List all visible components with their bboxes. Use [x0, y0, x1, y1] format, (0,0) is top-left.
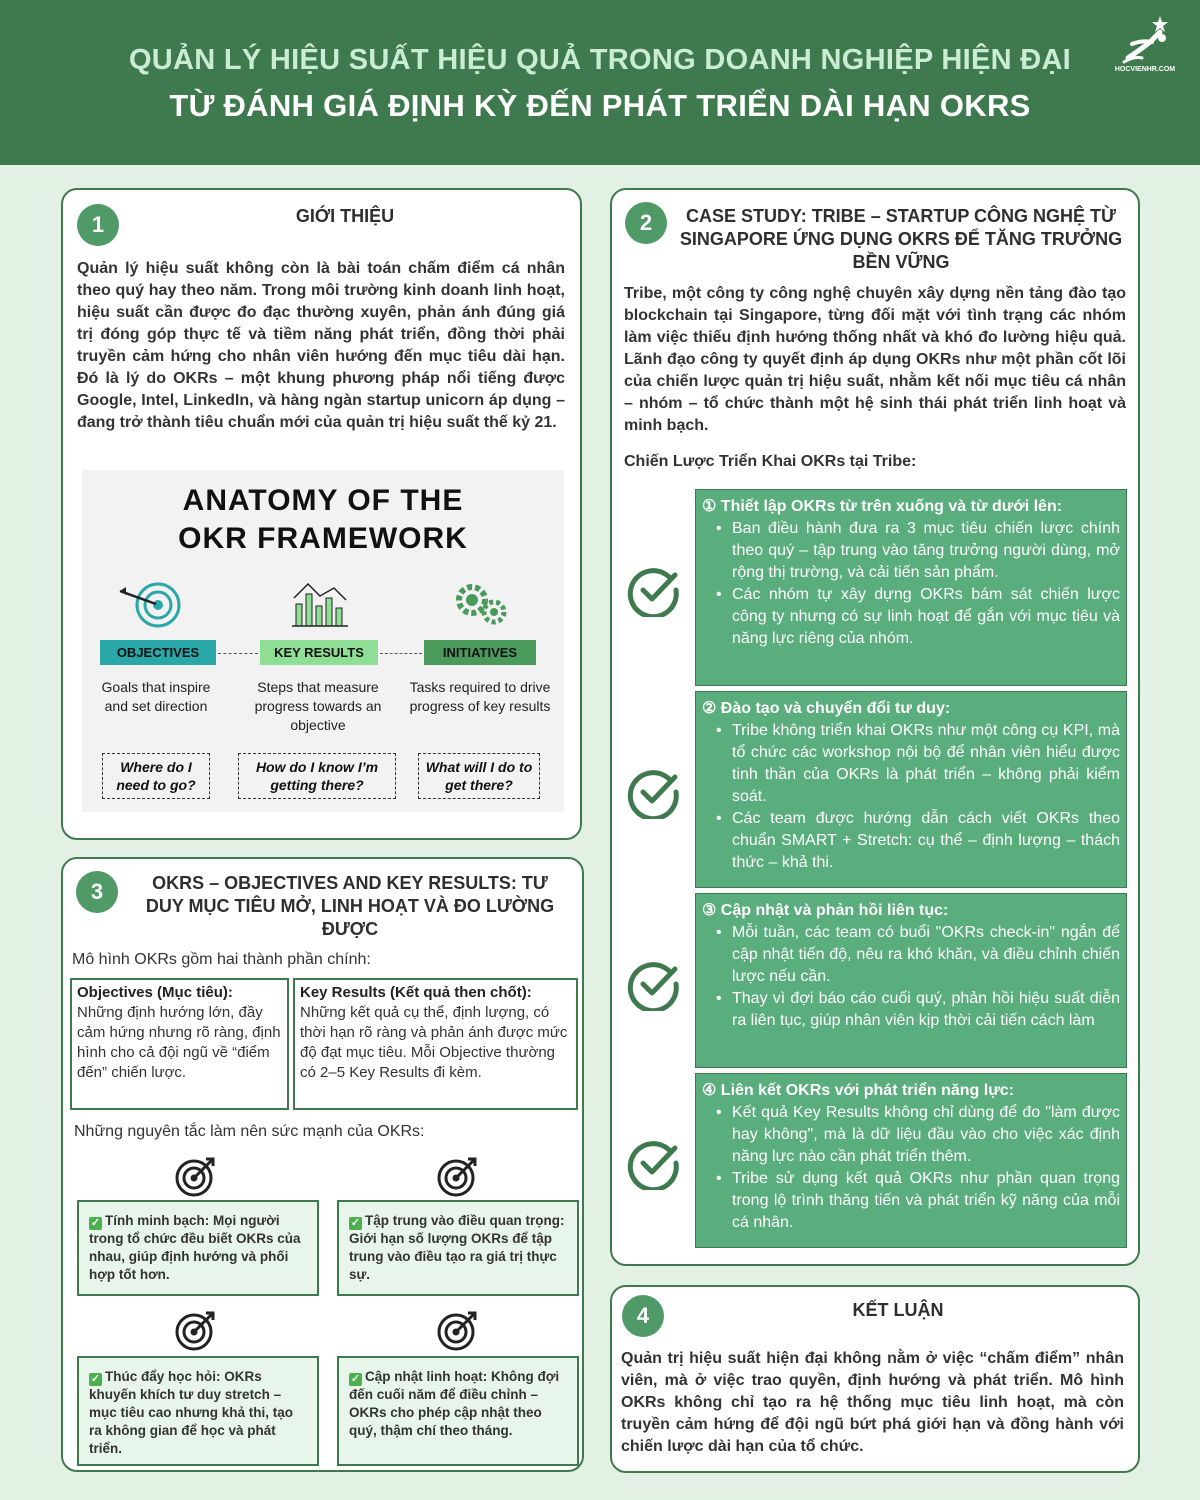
header-banner — [0, 0, 1200, 165]
strategy-box-1 — [695, 489, 1127, 686]
section-number-2: 2 — [625, 202, 667, 244]
logo-text: HOCVIENHR.COM — [1114, 66, 1176, 73]
check-circle-icon — [627, 957, 681, 1011]
keyresults-definition-title: Key Results (Kết quả then chốt): — [300, 984, 532, 1001]
target-arrow-icon — [436, 1309, 482, 1351]
strategy-bullet: • Ban điều hành đưa ra 3 mục tiêu chiến lược chính theo quý – tập trung vào tăng trưởng người dùng, mở rộng thị trường, và cải tiến sản phẩm. — [732, 518, 1120, 584]
principle-box — [77, 1200, 319, 1296]
desc-key-results: Steps that measure progress towards an objective — [254, 679, 382, 733]
page-title-line1: QUẢN LÝ HIỆU SUẤT HIỆU QUẢ TRONG DOANH NGHIỆP HIỆN ĐẠI — [128, 44, 1072, 76]
strategy-box-2 — [695, 691, 1127, 888]
strategy-bullets — [732, 518, 1120, 650]
target-icon — [112, 575, 184, 630]
objectives-definition-title: Objectives (Mục tiêu): — [77, 984, 233, 1001]
objectives-definition-body: Những định hướng lớn, đầy cảm hứng nhưng rõ ràng, định hình cho cả đội ngũ về “điểm đến” chiến lược. — [77, 1004, 281, 1081]
principle-box — [337, 1356, 579, 1466]
page-title-line2: TỪ ĐÁNH GIÁ ĐỊNH KỲ ĐẾN PHÁT TRIỂN DÀI HẠN OKRS — [169, 88, 1031, 123]
bar-chart-icon — [290, 578, 350, 630]
principle-text: Tập trung vào điều quan trọng: Giới hạn số lượng OKRs để tập trung vào điều tạo ra giá trị thực sự. — [349, 1213, 565, 1282]
question-initiatives: What will I do to get there? — [418, 753, 540, 799]
strategy-bullet: • Các team được hướng dẫn cách viết OKRs theo chuẩn SMART + Stretch: cụ thể – định lượng – thách thức – khả thi. — [732, 808, 1120, 874]
strategy-bullets — [732, 922, 1120, 1032]
principle-text: Thúc đẩy học hỏi: OKRs khuyến khích tư duy stretch – mục tiêu cao nhưng khả thi, tạo ra không gian để học và phát triển. — [89, 1369, 294, 1456]
pill-objectives: OBJECTIVES — [100, 640, 216, 665]
target-arrow-icon — [174, 1155, 220, 1197]
strategy-title: ④ Liên kết OKRs với phát triển năng lực: — [702, 1082, 1015, 1099]
section-conclusion-title: KẾT LUẬN — [852, 1300, 944, 1320]
target-arrow-icon — [436, 1155, 482, 1197]
section-number-1: 1 — [77, 204, 119, 246]
strategy-bullet: • Thay vì đợi báo cáo cuối quý, phản hồi hiệu suất diễn ra liên tục, giúp nhân viên kịp thời cải tiến cách làm — [732, 988, 1120, 1032]
section-case-study-title: CASE STUDY: TRIBE – STARTUP CÔNG NGHỆ TỪ SINGAPORE ỨNG DỤNG OKRS ĐỂ TĂNG TRƯỞNG BỀN VỮNG — [679, 206, 1123, 272]
principles-heading: Những nguyên tắc làm nên sức mạnh của OKRs: — [74, 1123, 425, 1140]
check-box-icon: ✓ — [90, 1217, 101, 1229]
question-key-results: How do I know I’m getting there? — [238, 753, 396, 799]
strategy-box-3 — [695, 893, 1127, 1068]
objectives-definition-box — [70, 978, 289, 1110]
pill-key-results: KEY RESULTS — [260, 640, 378, 665]
strategy-bullet: • Tribe không triển khai OKRs như một công cụ KPI, mà tổ chức các workshop nội bộ để nhân viên hiểu được tinh thần của OKRs là phát triển – không phải kiểm soát. — [732, 720, 1120, 808]
section-intro-title: GIỚI THIỆU — [295, 206, 395, 226]
anatomy-title-line2: OKR FRAMEWORK — [178, 522, 468, 555]
conclusion-body: Quản trị hiệu suất hiện đại không nằm ở việc “chấm điểm” nhân viên, mà ở việc trao quyền, định hướng và phát triển. Mô hình OKRs không chỉ tạo ra hệ thống mục tiêu linh hoạt, mà còn truyền cảm hứng để đội ngũ bứt phá giới hạn và đồng hành với chiến lược dài hạn của tổ chức. — [621, 1350, 1124, 1455]
strategy-bullet: • Tribe sử dụng kết quả OKRs như phần quan trọng trong lộ trình thăng tiến và phát triển kỹ năng của mỗi cá nhân. — [732, 1168, 1120, 1234]
anatomy-title — [82, 482, 564, 558]
strategy-bullet: • Các nhóm tự xây dựng OKRs bám sát chiến lược công ty nhưng có sự linh hoạt để gắn với mục tiêu và năng lực riêng của nhóm. — [732, 584, 1120, 650]
strategy-bullets — [732, 1102, 1120, 1234]
question-objectives: Where do I need to go? — [102, 753, 210, 799]
strategy-bullet: • Kết quả Key Results không chỉ dùng để đo "làm được hay không", mà là dữ liệu đầu vào cho việc xác định năng lực nào cần phát triển thêm. — [732, 1102, 1120, 1168]
okrs-intro: Mô hình OKRs gồm hai thành phần chính: — [72, 951, 371, 968]
strategy-title: ③ Cập nhật và phản hồi liên tục: — [702, 902, 949, 919]
keyresults-definition-body: Những kết quả cụ thể, định lượng, có thời hạn rõ ràng và phản ánh được mức độ đạt mục tiêu. Mỗi Objective thường có 2–5 Key Results đi kèm. — [300, 1004, 568, 1081]
strategy-box-4 — [695, 1073, 1127, 1248]
pill-initiatives: INITIATIVES — [424, 640, 536, 665]
strategy-title: ② Đào tạo và chuyển đổi tư duy: — [702, 700, 951, 717]
section-intro-body: Quản lý hiệu suất không còn là bài toán chấm điểm cá nhân theo quý hay theo năm. Trong môi trường kinh doanh linh hoạt, hiệu suất cần được đo đạc thường xuyên, phản ánh đúng giá trị đóng góp thực tế và tiềm năng phát triển, đồng thời phải truyền cảm hứng cho nhân viên hướng đến mục tiêu dài hạn. Đó là lý do OKRs – một khung phương pháp nổi tiếng được Google, Intel, LinkedIn, và hàng ngàn startup unicorn áp dụng – đang trở thành tiêu chuẩn mới của quản trị hiệu suất thế kỷ 21. — [77, 260, 565, 431]
gears-icon — [450, 578, 510, 630]
principle-text: Tính minh bạch: Mọi người trong tổ chức đều biết OKRs của nhau, giúp định hướng và phối hợp tốt hơn. — [89, 1213, 301, 1282]
anatomy-title-line1: ANATOMY OF THE — [182, 484, 464, 517]
strategy-bullet: • Mỗi tuần, các team có buổi "OKRs check-in" ngắn để cập nhật tiến độ, nêu ra khó khăn, và điều chỉnh chiến lược nếu cần. — [732, 922, 1120, 988]
desc-objectives: Goals that inspire and set direction — [101, 679, 211, 714]
check-circle-icon — [627, 765, 681, 819]
dash-connector — [218, 653, 258, 654]
target-arrow-icon — [174, 1309, 220, 1351]
strategy-title: ① Thiết lập OKRs từ trên xuống và từ dưới lên: — [702, 498, 1063, 515]
section-okrs-title: OKRS – OBJECTIVES AND KEY RESULTS: TƯ DUY MỤC TIÊU MỞ, LINH HOẠT VÀ ĐO LƯỜNG ĐƯỢC — [145, 873, 555, 939]
okr-anatomy-figure — [82, 470, 564, 812]
check-circle-icon — [627, 1136, 681, 1190]
runner-star-icon — [1110, 14, 1180, 66]
dash-connector — [380, 653, 422, 654]
strategy-heading: Chiến Lược Triển Khai OKRs tại Tribe: — [624, 453, 917, 470]
principle-box — [337, 1200, 579, 1296]
desc-initiatives: Tasks required to drive progress of key results — [409, 679, 551, 714]
logo — [1110, 14, 1180, 76]
check-box-icon: ✓ — [350, 1217, 361, 1229]
check-box-icon: ✓ — [90, 1373, 101, 1385]
check-circle-icon — [627, 563, 681, 617]
check-box-icon: ✓ — [350, 1373, 361, 1385]
keyresults-definition-box — [293, 978, 578, 1110]
principle-text: Cập nhật linh hoạt: Không đợi đến cuối năm để điều chỉnh – OKRs cho phép cập nhật theo quý, thậm chí theo tháng. — [349, 1369, 560, 1438]
case-study-body: Tribe, một công ty công nghệ chuyên xây dựng nền tảng đào tạo blockchain tại Singapore, từng đối mặt với tình trạng các nhóm làm việc thiếu định hướng thống nhất và khó đo lường hiệu quả. Lãnh đạo công ty quyết định áp dụng OKRs như một phần cốt lõi của chiến lược quản trị hiệu suất, nhằm kết nối mục tiêu cá nhân – nhóm – tổ chức thành một hệ sinh thái phát triển linh hoạt và minh bạch. — [624, 285, 1126, 434]
strategy-bullets — [732, 720, 1120, 874]
section-number-3: 3 — [76, 871, 118, 913]
section-number-4: 4 — [622, 1295, 664, 1337]
principle-box — [77, 1356, 319, 1466]
